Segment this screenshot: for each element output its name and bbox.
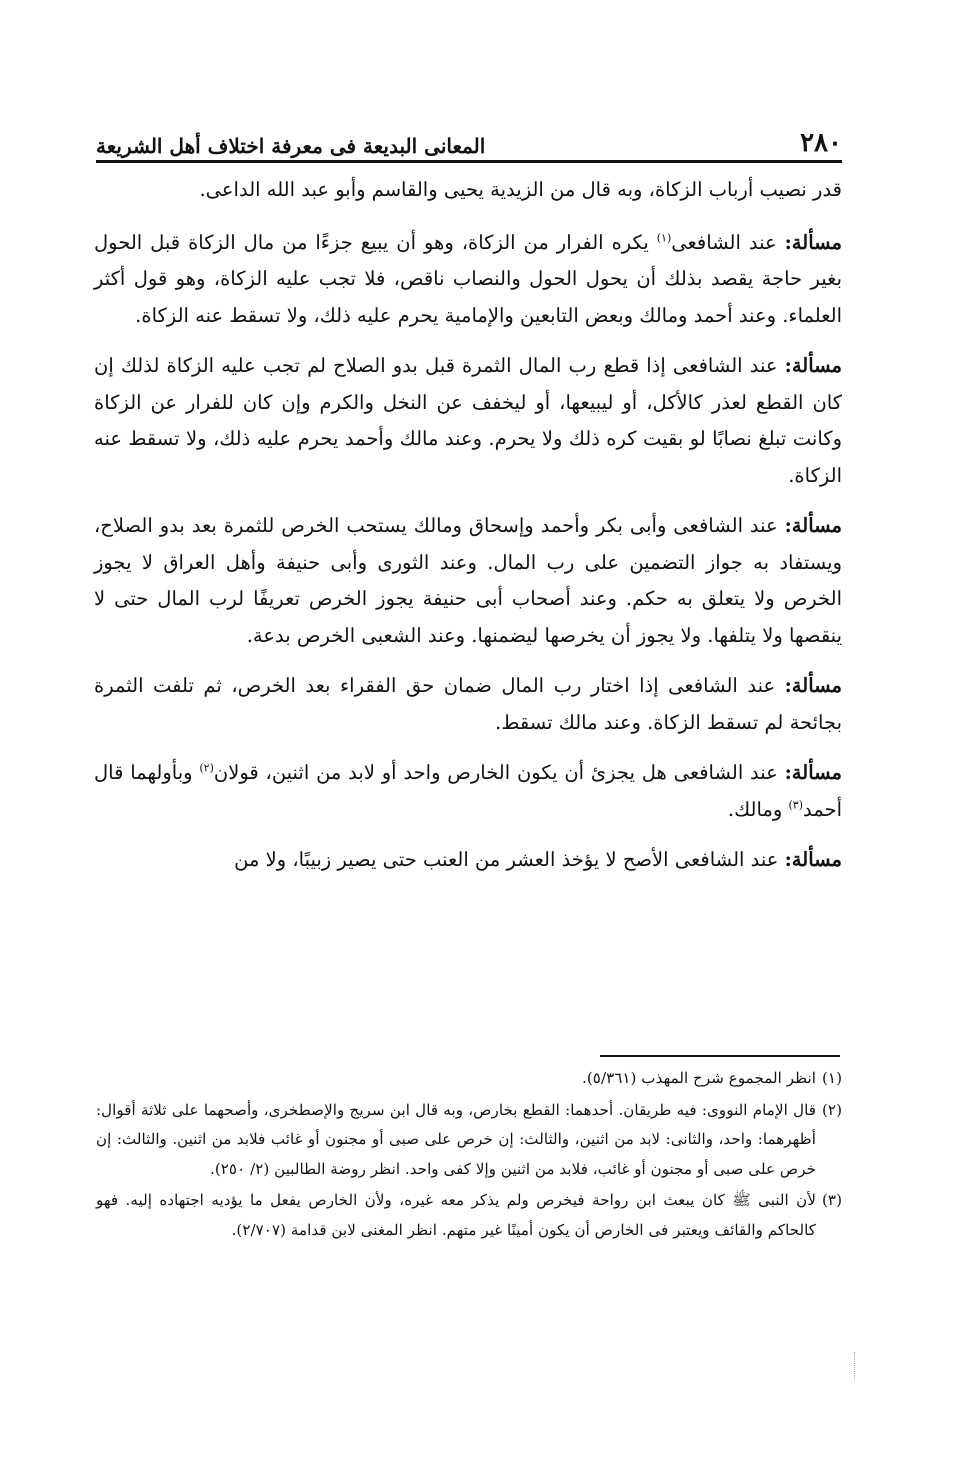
issue-label: مسألة:	[784, 230, 842, 254]
issue-paragraph-3	[94, 508, 842, 654]
footnote-3	[96, 1186, 842, 1245]
footnote-2	[96, 1096, 842, 1185]
page-header	[96, 118, 842, 158]
running-title: المعانى البديعة فى معرفة اختلاف أهل الشريعة	[96, 134, 486, 158]
main-text	[94, 172, 842, 893]
footnote-number: (١)	[821, 1069, 842, 1087]
issue-3-text: عند الشافعى وأبى بكر وأحمد وإسحاق ومالك يستحب الخرص للثمرة بعد بدو الصلاح، ويستفاد به جواز التضمين على رب المال. وعند الثورى وأبى حنيفة وأهل العراق لا يجوز الخرص ولا يتعلق به حكم. وعند أصحاب أبى حنيفة يجوز الخرص تعريفًا لرب المال حتى لا ينقصها ولا يتلفها. ولا يجوز أن يخرصها ليضمنها. وعند الشعبى الخرص بدعة.	[94, 514, 842, 647]
issue-5-text-c: ومالك.	[727, 797, 783, 821]
issue-paragraph-6	[94, 842, 842, 879]
issue-1-text-b: يكره الفرار من الزكاة، وهو أن يبيع جزءًا من مال الزكاة قبل الحول بغير حاجة يقصد بذلك أن يحول الحول والنصاب ناقص، فلا تجب عليه الزكاة، وهو قول أكثر العلماء. وعند أحمد ومالك وبعض التابعين والإمامية يحرم عليه ذلك، ولا تسقط عنه الزكاة.	[94, 230, 842, 327]
issue-4-text: عند الشافعى إذا اختار رب المال ضمان حق الفقراء بعد الخرص، ثم تلفت الثمرة بجائحة لم تسقط الزكاة. وعند مالك تسقط.	[94, 674, 842, 734]
footnote-1	[96, 1064, 842, 1094]
intro-paragraph: قدر نصيب أرباب الزكاة، وبه قال من الزيدية يحيى والقاسم وأبو عبد الله الداعى.	[199, 178, 842, 201]
issue-1-text-a: عند الشافعى	[671, 230, 777, 254]
issue-paragraph-1	[94, 225, 842, 335]
footnote-ref-2[interactable]: (٢)	[199, 761, 214, 775]
issue-paragraph-2	[94, 348, 842, 494]
margin-mark	[854, 1352, 857, 1380]
issue-label: مسألة:	[784, 354, 843, 377]
footnote-ref-1[interactable]: (١)	[656, 231, 672, 244]
issue-2-text: عند الشافعى إذا قطع رب المال الثمرة قبل بدو الصلاح لم تجب عليه الزكاة لذلك إن كان القطع لعذر كالأكل، أو ليبيعها، أو ليخفف عن النخل والكرم وإن كان للفرار عن الزكاة وكانت تبلغ نصابًا لو بقيت كره ذلك ولا يحرم. وعند مالك وأحمد يحرم عليه ذلك، ولا تسقط عنه الزكاة.	[94, 354, 842, 487]
issue-paragraph-5	[94, 755, 842, 828]
header-rule	[96, 160, 842, 163]
issue-paragraph-4	[94, 668, 842, 741]
issue-label: مسألة:	[784, 848, 842, 871]
footnote-text: قال الإمام النووى: فيه طريقان. أحدهما: القطع بخارص، وبه قال ابن سريج والإصطخرى، وأصحهما على ثلاثة أقوال: أظهرهما: واحد، والثانى: لابد من اثنين، والثالث: إن خرص على صبى أو مجنون أو غائب فلابد من اثنين. والثالث: إن خرص على صبى أو مجنون أو غائب، فلابد من اثنين وإلا كفى واحد. انظر روضة الطالبين (٢/ ٢٥٠).	[96, 1100, 816, 1178]
page-number: ٢٨٠	[800, 128, 842, 158]
issue-6-text: عند الشافعى الأصح لا يؤخذ العشر من العنب حتى يصير زبيبًا، ولا من	[234, 848, 779, 871]
footnote-ref-3[interactable]: (٣)	[788, 798, 804, 811]
issue-5-text-b: وبأولهما قال أحمد	[94, 761, 842, 821]
issue-label: مسألة:	[784, 761, 842, 784]
issue-label: مسألة:	[784, 514, 842, 537]
footnote-separator	[600, 1055, 840, 1057]
issue-label: مسألة:	[784, 674, 842, 697]
footnote-text: انظر المجموع شرح المهذب (٥/٣٦١).	[582, 1069, 816, 1087]
footnote-text: لأن النبى ﷺ كان يبعث ابن رواحة فيخرص ولم يذكر معه غيره، ولأن الخارص يفعل ما يؤديه اجتهاده إليه. فهو كالحاكم والقائف ويعتبر فى الخارص أن يكون أمينًا غير متهم. انظر المغنى لابن قدامة (٢/٧٠٧).	[96, 1191, 816, 1239]
footnote-number: (٣)	[821, 1191, 842, 1209]
issue-5-text-a: عند الشافعى هل يجزئ أن يكون الخارص واحد أو لابد من اثنين، قولان	[213, 761, 778, 784]
footnote-number: (٢)	[821, 1100, 842, 1119]
footnotes	[96, 1064, 842, 1247]
